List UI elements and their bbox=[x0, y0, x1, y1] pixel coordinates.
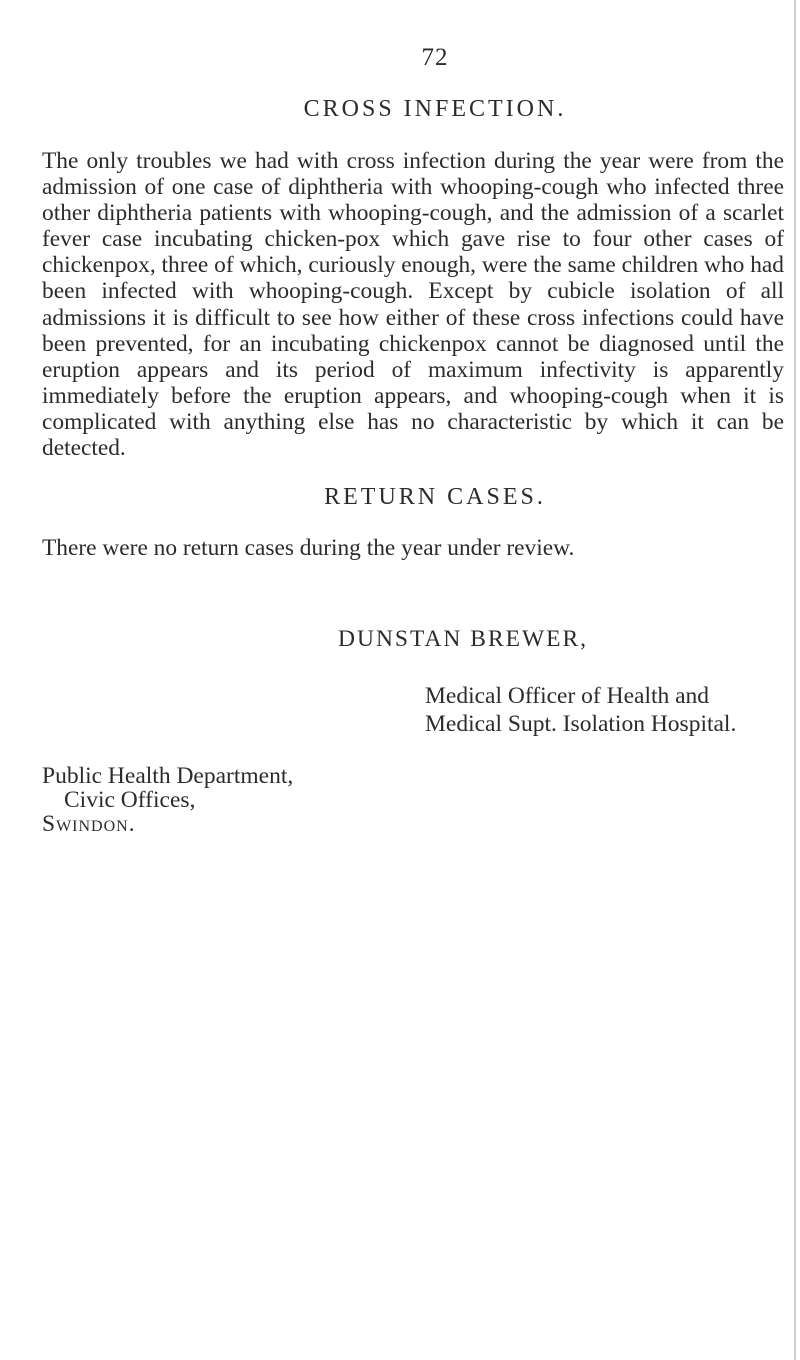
signatory-titles bbox=[425, 682, 736, 738]
signatory-name: DUNSTAN BREWER, bbox=[338, 626, 589, 652]
section-heading-return-cases: RETURN CASES. bbox=[324, 484, 546, 510]
page-number: 72 bbox=[421, 44, 449, 71]
department-address bbox=[42, 764, 293, 836]
address-line: Swindon. bbox=[42, 811, 136, 837]
cross-infection-paragraph: The only troubles we had with cross infection during the year were from the admission of one case of diphtheria with whooping-cough who infected three other diphtheria patients with whooping-cough, and the admission of a scarlet fever case incubating chicken-pox which gave rise to four other cases of chickenpox, three of which, curiously enough, were the same children who had been infected with whooping-cough. Except by cubicle isolation of all admissions it is difficult to see how either of these cross infections could have been prevented, for an incubating chickenpox cannot be diagnosed until the eruption appears and its period of maximum infectivity is apparently immediately before the eruption appears, and whooping-cough when it is complicated with anything else has no characteristic by which it can be detected. bbox=[42, 148, 784, 462]
signatory-title-line: Medical Officer of Health and bbox=[425, 683, 710, 709]
section-heading-cross-infection: CROSS INFECTION. bbox=[303, 96, 567, 122]
signatory-title-line: Medical Supt. Isolation Hospital. bbox=[425, 711, 737, 737]
address-line: Civic Offices, bbox=[64, 787, 196, 813]
address-line: Public Health Department, bbox=[42, 763, 294, 789]
return-cases-paragraph: There were no return cases during the year under review. bbox=[42, 535, 575, 561]
page-edge bbox=[794, 0, 796, 1360]
